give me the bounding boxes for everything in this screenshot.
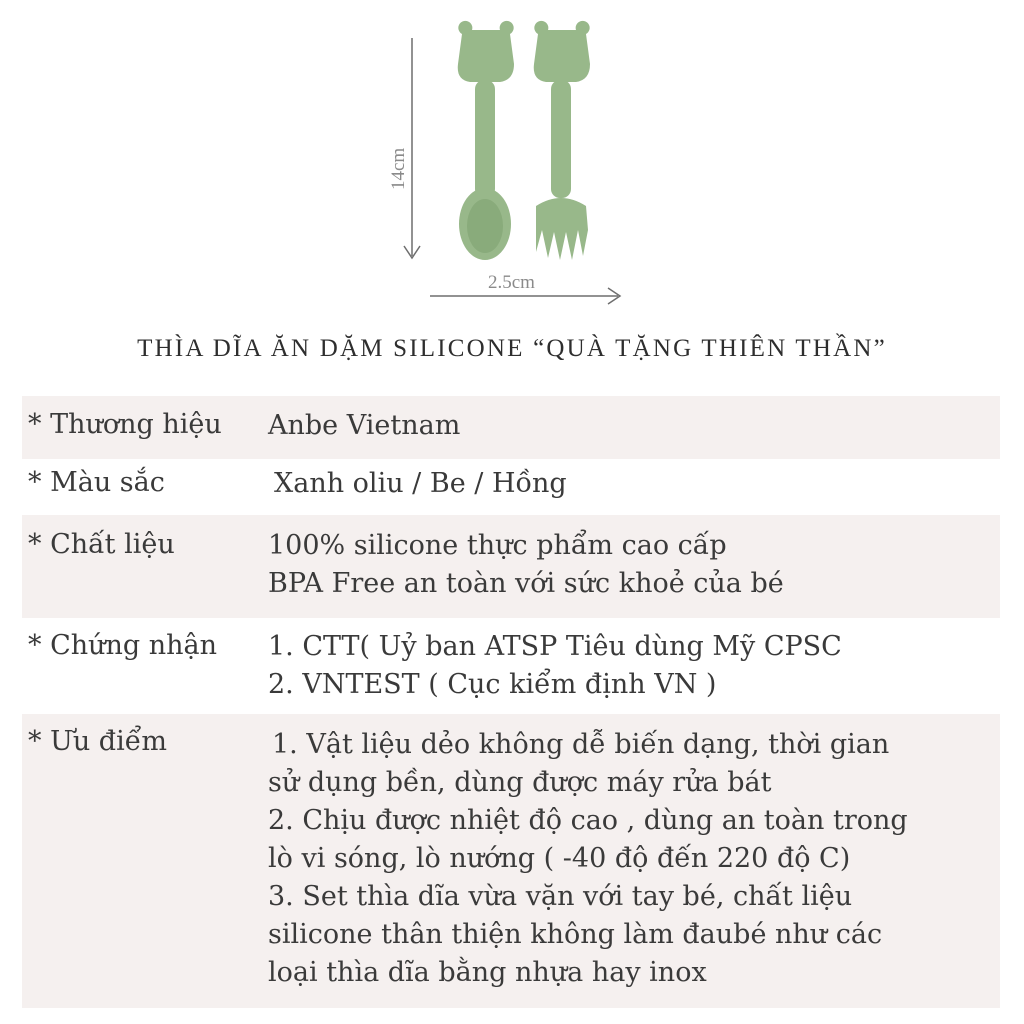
spec-label-color: * Màu sắc	[28, 467, 165, 498]
spec-label-brand: * Thương hiệu	[28, 409, 222, 440]
product-title: THÌA DĨA ĂN DẶM SILICONE “QUÀ TẶNG THIÊN THẦN”	[137, 335, 887, 362]
spec-value-line: 3. Set thìa dĩa vừa vặn với tay bé, chất liệu	[268, 881, 853, 912]
spec-value-certification	[268, 628, 842, 704]
spec-value-line: 100% silicone thực phẩm cao cấp	[268, 530, 727, 561]
spec-value-line: sử dụng bền, dùng được máy rửa bát	[268, 767, 772, 798]
spec-value-line: Xanh oliu / Be / Hồng	[274, 468, 567, 499]
spec-value-line: 2. Chịu được nhiệt độ cao , dùng an toàn trong	[268, 805, 908, 836]
spec-row-material	[22, 515, 1000, 618]
height-label: 14cm	[388, 147, 409, 190]
spec-value-brand	[268, 407, 460, 445]
spec-value-line: BPA Free an toàn với sức khoẻ của bé	[268, 568, 784, 599]
spec-row-color	[22, 459, 1000, 515]
spec-row-certification	[22, 618, 1000, 714]
bear-spoon-icon	[458, 21, 514, 260]
spec-label-certification: * Chứng nhận	[28, 630, 218, 661]
spec-value-line: silicone thân thiện không làm đaubé như các	[268, 919, 883, 950]
spec-value-color	[274, 465, 567, 503]
spec-value-line: 2. VNTEST ( Cục kiểm định VN )	[268, 669, 717, 700]
spec-value-advantages	[268, 726, 908, 992]
width-label: 2.5cm	[488, 272, 535, 293]
bear-fork-icon	[534, 21, 590, 260]
product-figure	[370, 20, 650, 320]
spec-value-line: loại thìa dĩa bằng nhựa hay inox	[268, 957, 707, 988]
spec-value-line: lò vi sóng, lò nướng ( -40 độ đến 220 độ C)	[268, 843, 851, 874]
spec-value-line: 1. Vật liệu dẻo không dễ biến dạng, thời gian	[272, 729, 890, 760]
spec-value-line: Anbe Vietnam	[268, 410, 461, 441]
spec-label-advantages: * Ưu điểm	[28, 726, 167, 757]
spec-label-material: * Chất liệu	[28, 529, 175, 560]
spec-row-brand	[22, 396, 1000, 459]
spec-value-material	[268, 527, 784, 603]
spec-value-line: 1. CTT( Uỷ ban ATSP Tiêu dùng Mỹ CPSC	[268, 631, 842, 662]
spec-row-advantages	[22, 714, 1000, 1008]
